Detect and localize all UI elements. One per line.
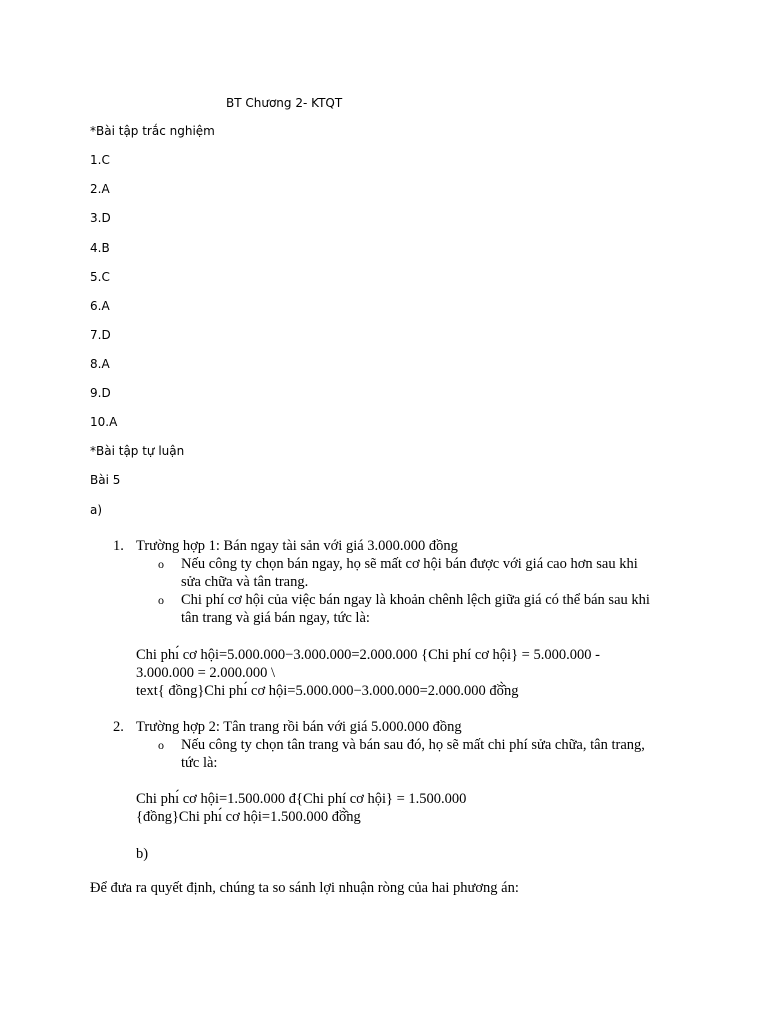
case1-formula-line2: 3.000.000 = 2.000.000 \ — [136, 665, 276, 681]
section-multiple-choice-heading: *Bài tập trắc nghiệm — [90, 124, 215, 138]
answer-item: 4.B — [90, 241, 110, 255]
case1-formula-line1: Chi phı́ cơ hội=5.000.000−3.000.000=2.000.000 {Chi phí cơ hội} = 5.000.000 - — [136, 647, 600, 663]
case2-heading: Trường hợp 2: Tân trang rồi bán với giá 5.000.000 đồng — [136, 719, 462, 735]
case2-bullet1-line2: tức là: — [181, 755, 218, 771]
bullet-marker: o — [158, 738, 164, 752]
answer-item: 6.A — [90, 299, 110, 313]
answer-item: 8.A — [90, 357, 110, 371]
document-title: BT Chương 2- KTQT — [226, 96, 343, 110]
answer-item: 2.A — [90, 182, 110, 196]
section-essay-heading: *Bài tập tự luận — [90, 444, 185, 458]
list-number: 1. — [113, 538, 124, 554]
case1-bullet1-line2: sửa chữa và tân trang. — [181, 574, 309, 590]
list-number: 2. — [113, 719, 124, 735]
answer-item: 5.C — [90, 270, 110, 284]
answer-item: 1.C — [90, 153, 110, 167]
answer-item: 10.A — [90, 415, 118, 429]
part-b-label: b) — [136, 846, 149, 862]
case1-bullet1-line1: Nếu công ty chọn bán ngay, họ sẽ mất cơ hội bán được với giá cao hơn sau khi — [181, 556, 638, 572]
part-a-label: a) — [90, 503, 103, 517]
case1-heading: Trường hợp 1: Bán ngay tài sản với giá 3.000.000 đồng — [136, 538, 458, 554]
conclusion-paragraph: Để đưa ra quyết định, chúng ta so sánh lợi nhuận ròng của hai phương án: — [90, 880, 519, 896]
case2-formula-line2: {đồng}Chi phı́ cơ hội=1.500.000 đồ̂̀ng — [136, 809, 361, 825]
case2-bullet1-line1: Nếu công ty chọn tân trang và bán sau đó, họ sẽ mất chi phí sửa chữa, tân trang, — [181, 737, 645, 753]
exercise-heading: Bài 5 — [90, 473, 121, 487]
case2-formula-line1: Chi phı́ cơ hội=1.500.000 đ{Chi phí cơ hội} = 1.500.000 — [136, 791, 467, 807]
bullet-marker: o — [158, 593, 164, 607]
case1-formula-line3: text{ đồng}Chi phı́ cơ hội=5.000.000−3.000.000=2.000.000 đồ̂̀ng — [136, 683, 519, 699]
answer-item: 7.D — [90, 328, 111, 342]
case1-bullet2-line2: tân trang và giá bán ngay, tức là: — [181, 610, 370, 626]
answer-item: 9.D — [90, 386, 111, 400]
case1-bullet2-line1: Chi phí cơ hội của việc bán ngay là khoản chênh lệch giữa giá có thể bán sau khi — [181, 592, 650, 608]
bullet-marker: o — [158, 557, 164, 571]
answer-item: 3.D — [90, 211, 111, 225]
